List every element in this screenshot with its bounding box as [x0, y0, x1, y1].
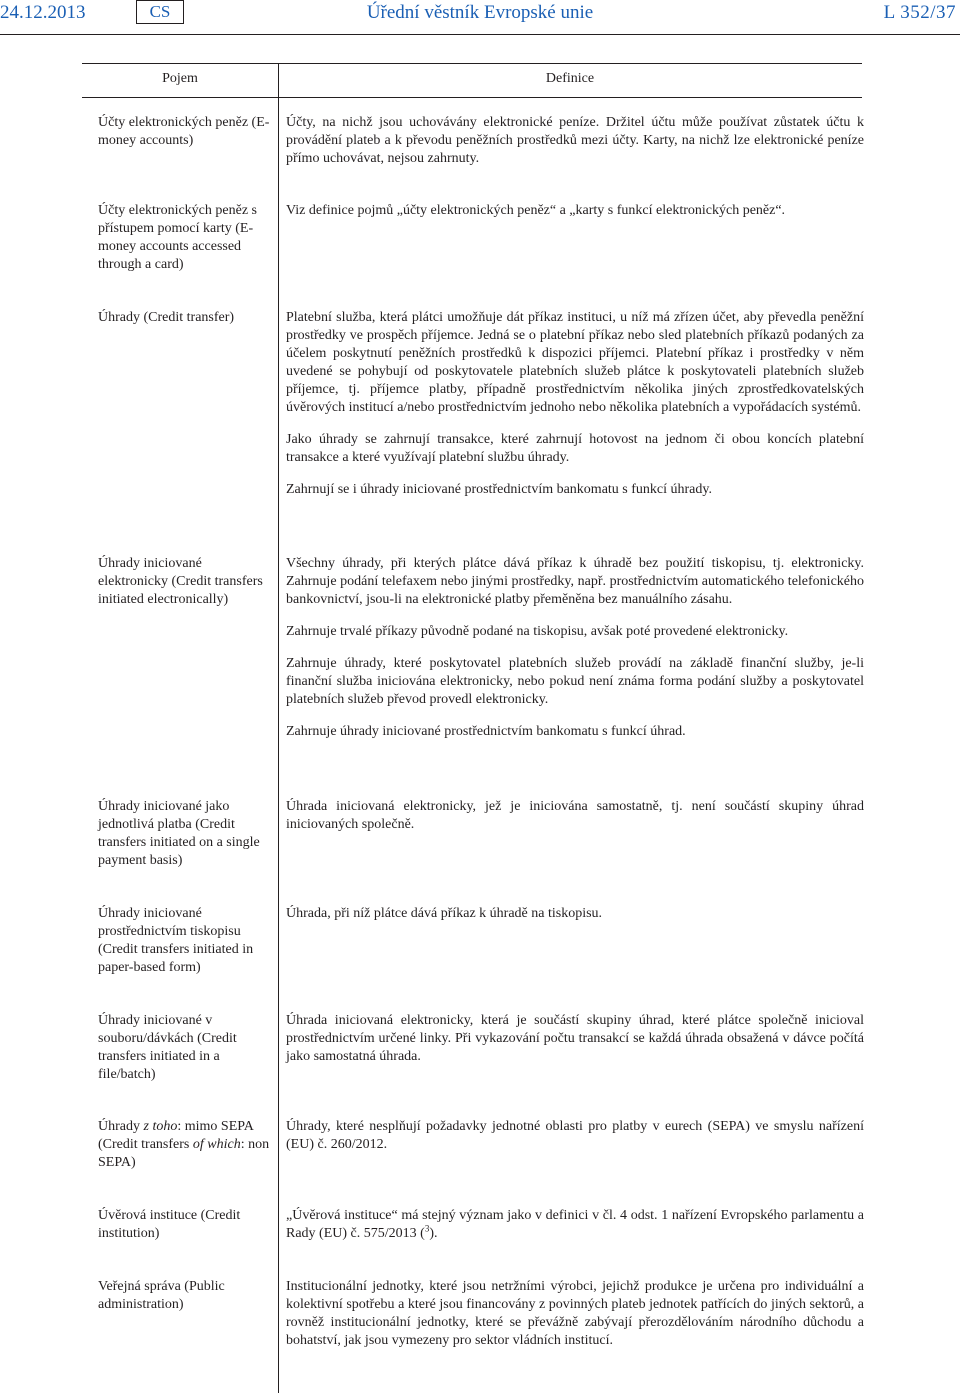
definition-cell — [286, 555, 864, 741]
page-number: L 352/37 — [883, 2, 956, 23]
term-cell: Úhrady (Credit transfer) — [98, 310, 235, 325]
definition-cell — [286, 309, 864, 499]
definition-paragraph: Úhrady, které nesplňují požadavky jednotné oblasti pro platby v eurech (SEPA) ve smyslu nařízení (EU) č. 260/2012. — [286, 1119, 864, 1152]
language-code: CS — [136, 0, 184, 24]
term-cell: Úhrady iniciované prostřednictvím tiskopisu (Credit transfers initiated in paper-based form) — [98, 906, 254, 975]
term-cell: Účty elektronických peněz (E-money accounts) — [98, 115, 270, 148]
term-text: : mimo SEPA (Credit transfers — [98, 1119, 254, 1152]
publication-date: 24.12.2013 — [0, 2, 86, 23]
definition-paragraph: Zahrnuje úhrady, které poskytovatel platebních služeb provádí na základě finanční služby, je-li finanční služba iniciována elektronicky, nebo pokud není známa forma podání služby a poskytovatel platebních služeb převod provedl elektronicky. — [286, 656, 864, 707]
definition-cell — [286, 114, 864, 168]
definition-paragraph: Viz definice pojmů „účty elektronických peněz“ a „karty s funkcí elektronických peněz“. — [286, 203, 786, 218]
definition-cell — [286, 1278, 864, 1350]
column-header-term: Pojem — [162, 71, 198, 86]
term-cell: Úvěrová instituce (Credit institution) — [98, 1208, 241, 1241]
page-header — [0, 0, 960, 36]
definition-cell — [286, 1207, 864, 1243]
definition-paragraph — [286, 1207, 864, 1243]
header-divider — [82, 97, 862, 98]
term-cell: Úhrady iniciované elektronicky (Credit transfers initiated electronically) — [98, 556, 263, 607]
definition-cell — [286, 905, 864, 923]
journal-title: Úřední věstník Evropské unie — [366, 2, 594, 23]
definition-cell — [286, 202, 864, 220]
header-rule — [0, 34, 960, 35]
definition-paragraph: Účty, na nichž jsou uchovávány elektronické peníze. Držitel účtu může používat zůstatek účtu k provádění plateb a k převodu peněžních prostředků mezi účty. Karty, na nichž lze elektronické peníze přímo uchovávat, nejsou zahrnuty. — [286, 115, 864, 166]
definition-paragraph: Úhrada, při níž plátce dává příkaz k úhradě na tiskopisu. — [286, 906, 603, 921]
definition-paragraph: Úhrada iniciovaná elektronicky, která je součástí skupiny úhrad, které plátce společně inicioval prostřednictvím určené linky. Při vykazování počtu transakcí se každá úhrada obsažená v dávce počítá jako samostatná úhrada. — [286, 1013, 864, 1064]
definition-text: „Úvěrová instituce“ má stejný význam jako v definici v čl. 4 odst. 1 nařízení Evropského parlamentu a Rady (EU) č. 575/2013 ( — [286, 1208, 864, 1241]
definition-paragraph: Institucionální jednotky, které jsou netržními výrobci, jejichž produkce je určena pro individuální a kolektivní spotřebu a které jsou financovány z povinných plateb jednotek patřících do jiných sektorů, a rovněž institucionální jednotky, které se převážně zabývají přerozdělováním národního důchodu a bohatství, jak jsou vymezeny pro sektor vládních institucí. — [286, 1279, 864, 1348]
term-text-italic: of which — [192, 1137, 241, 1152]
definition-paragraph: Zahrnuje trvalé příkazy původně podané na tiskopisu, avšak poté provedené elektronicky. — [286, 624, 789, 639]
term-text-italic: z toho — [143, 1119, 178, 1134]
term-cell — [98, 1118, 272, 1172]
term-cell: Účty elektronických peněz s přístupem pomocí karty (E-money accounts accessed through a card) — [98, 203, 257, 272]
definition-paragraph: Úhrada iniciovaná elektronicky, jež je iniciována samostatně, tj. není součástí skupiny úhrad iniciovaných společně. — [286, 799, 864, 832]
column-header-definition: Definice — [545, 71, 595, 86]
term-cell: Úhrady iniciované v souboru/dávkách (Credit transfers initiated in a file/batch) — [98, 1013, 237, 1082]
definition-cell — [286, 1118, 864, 1154]
definition-paragraph: Všechny úhrady, při kterých plátce dává příkaz k úhradě bez použití tiskopisu, tj. elektronicky. Zahrnuje podání telefaxem nebo jinými prostředky, např. prostřednictvím automatického telefonického bankovnictví, jsou-li na elektronické platby přeměněna bez manuálního zásahu. — [286, 556, 864, 607]
term-text: : non SEPA) — [98, 1137, 270, 1170]
term-cell: Úhrady iniciované jako jednotlivá platba (Credit transfers initiated on a single payment basis) — [98, 799, 260, 868]
definition-paragraph: Zahrnuje úhrady iniciované prostřednictvím bankomatu s funkcí úhrad. — [286, 724, 686, 739]
definition-paragraph: Platební služba, která plátci umožňuje dát příkaz instituci, u níž má zřízen účet, aby převedla peněžní prostředky ve prospěch příjemce. Jedná se o platební příkaz nebo sled platebních příkazů podaných za účelem poskytnutí peněžních prostředků k dispozici příjemci. Platební příkaz i prostředky v něm uvedené se pohybují od poskytovatele platebních služeb plátce k poskytovateli platebních služeb příjemce, tj. příjemce platby, případně prostřednictvím několika jiných zprostředkovatelských úvěrových institucí a/nebo prostřednictvím jednoho nebo několika platebních a vypořádacích systémů. — [286, 310, 864, 415]
definition-cell — [286, 798, 864, 834]
definition-paragraph: Zahrnují se i úhrady iniciované prostřednictvím bankomatu s funkcí úhrady. — [286, 482, 712, 497]
column-divider — [278, 63, 279, 1393]
term-text: Úhrady — [98, 1119, 144, 1134]
definition-text: ). — [429, 1226, 438, 1241]
definition-paragraph: Jako úhrady se zahrnují transakce, které zahrnují hotovost na jednom či obou koncích platební transakce a které využívají platební službu úhrady. — [286, 432, 864, 465]
term-cell: Veřejná správa (Public administration) — [98, 1279, 225, 1312]
definition-cell — [286, 1012, 864, 1066]
footnote-reference[interactable]: 3 — [424, 1223, 430, 1234]
